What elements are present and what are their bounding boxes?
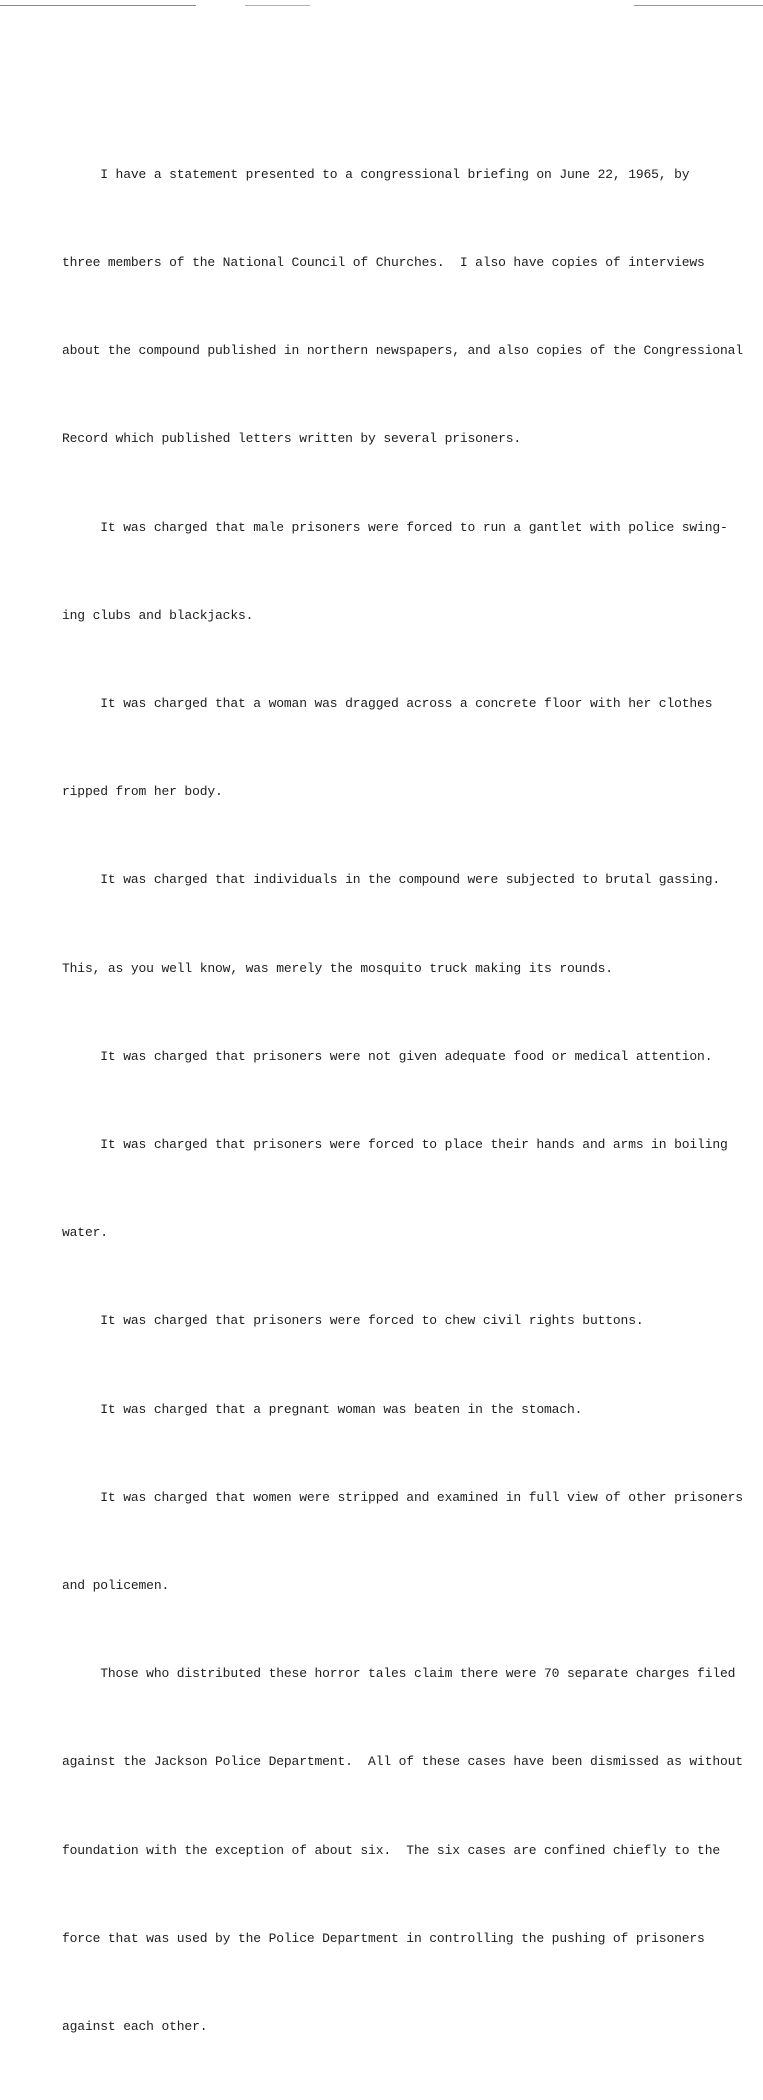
text-line: foundation with the exception of about six. The six cases are confined chiefly to the <box>62 1842 721 1858</box>
text-line: against each other. <box>62 2019 208 2035</box>
text-line: and policemen. <box>62 1578 170 1594</box>
text-line: It was charged that a pregnant woman was beaten in the stomach. <box>62 1401 583 1417</box>
text-line: It was charged that a woman was dragged across a concrete floor with her clothes <box>62 696 713 712</box>
scan-artifact-top-center <box>245 5 310 6</box>
scan-artifact-top-right <box>634 5 763 6</box>
text-line: Those who distributed these horror tales claim there were 70 separate charges filed <box>62 1666 736 1682</box>
text-line: water. <box>62 1225 108 1241</box>
text-line: about the compound published in northern newspapers, and also copies of the Congressional <box>62 343 743 359</box>
text-line: It was charged that women were stripped and examined in full view of other prisoners <box>62 1489 743 1505</box>
text-line: ripped from her body. <box>62 784 223 800</box>
text-line: Record which published letters written by several prisoners. <box>62 431 522 447</box>
text-line: It was charged that individuals in the compound were subjected to brutal gassing. <box>62 872 721 888</box>
text-line: three members of the National Council of Churches. I also have copies of interviews <box>62 255 705 271</box>
text-line: It was charged that male prisoners were forced to run a gantlet with police swing- <box>62 519 728 535</box>
scan-artifact-top-left <box>0 5 196 6</box>
text-line: This, as you well know, was merely the mosquito truck making its rounds. <box>62 960 613 976</box>
text-line: ing clubs and blackjacks. <box>62 607 254 623</box>
document-body <box>62 101 743 2100</box>
text-line: It was charged that prisoners were not given adequate food or medical attention. <box>62 1048 713 1064</box>
text-line: force that was used by the Police Department in controlling the pushing of prisoners <box>62 1930 705 1946</box>
text-line: against the Jackson Police Department. All of these cases have been dismissed as without <box>62 1754 743 1770</box>
text-line: I have a statement presented to a congressional briefing on June 22, 1965, by <box>62 166 690 182</box>
text-line: It was charged that prisoners were forced to chew civil rights buttons. <box>62 1313 644 1329</box>
text-line: It was charged that prisoners were forced to place their hands and arms in boiling <box>62 1137 728 1153</box>
